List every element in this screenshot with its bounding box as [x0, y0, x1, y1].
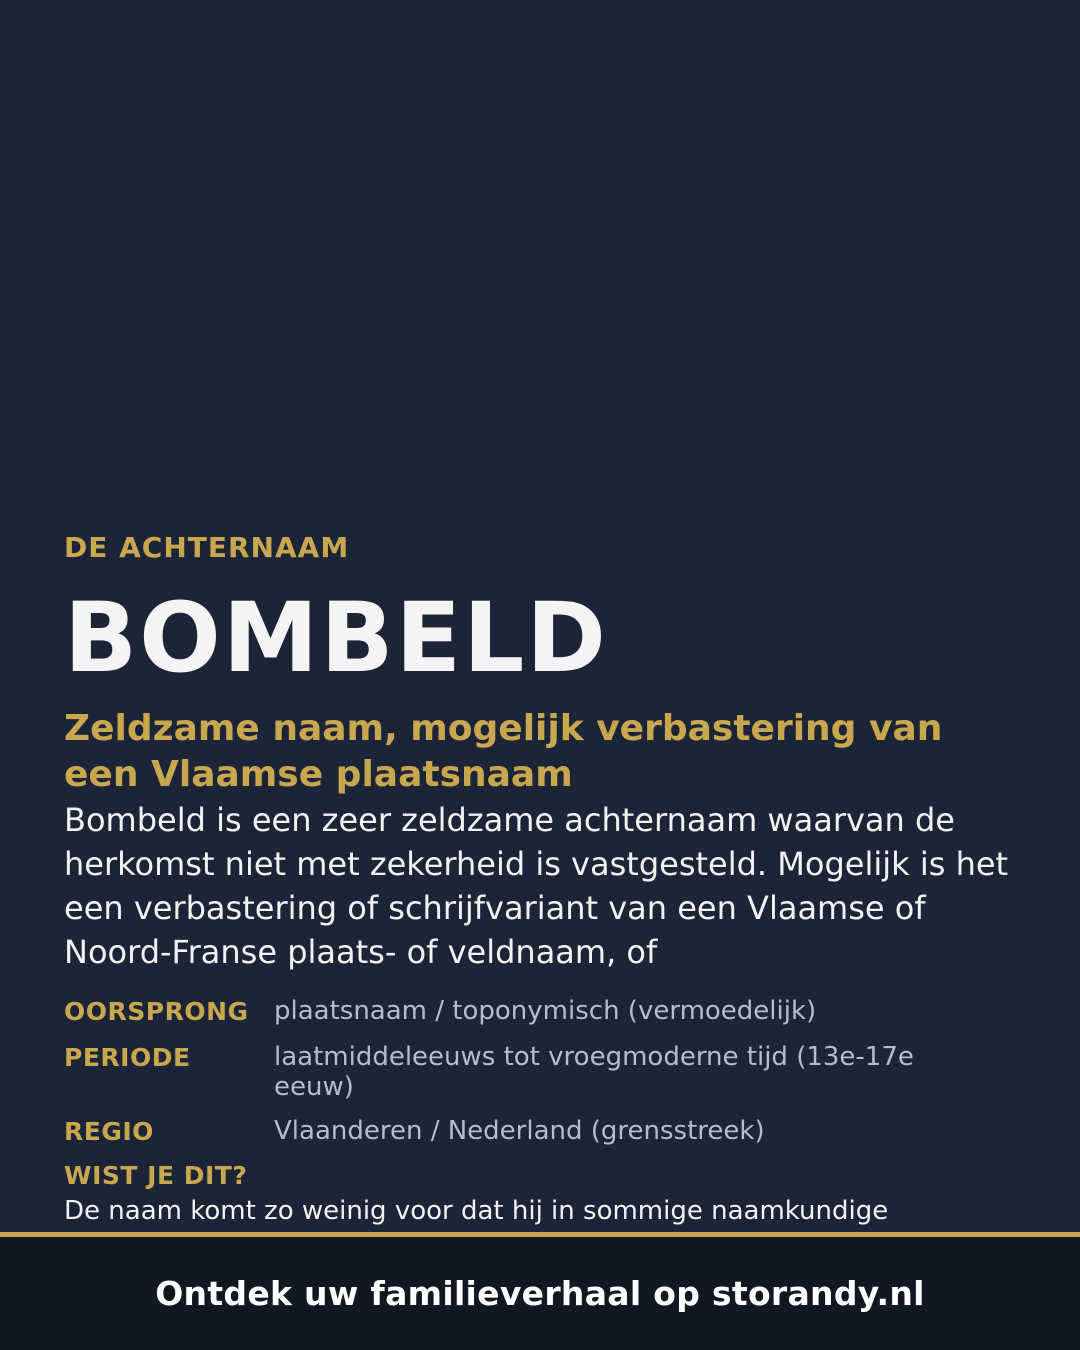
fact-row-regio — [64, 1116, 1014, 1148]
fact-label: REGIO — [64, 1117, 154, 1146]
fact-label: OORSPRONG — [64, 997, 249, 1026]
footer-bar — [0, 1232, 1080, 1350]
fact-row-oorsprong — [64, 996, 1014, 1028]
did-you-know-label: WIST JE DIT? — [64, 1161, 248, 1190]
fact-label: PERIODE — [64, 1043, 191, 1072]
intro-paragraph: Bombeld is een zeer zeldzame achternaam waarvan de herkomst niet met zekerheid is vastgesteld. Mogelijk is het een verbastering of schrijfvariant van een Vlaamse of Noord-Franse plaats- of veldnaam, of — [64, 801, 1009, 971]
surname-subtitle: Zeldzame naam, mogelijk verbastering van een Vlaamse plaatsnaam — [64, 708, 943, 795]
eyebrow-label: DE ACHTERNAAM — [64, 531, 350, 564]
fact-row-periode — [64, 1042, 1014, 1102]
fact-value: plaatsnaam / toponymisch (vermoedelijk) — [274, 996, 817, 1026]
did-you-know-text: De naam komt zo weinig voor dat hij in sommige naamkundige — [64, 1196, 889, 1226]
fact-value: laatmiddeleeuws tot vroegmoderne tijd (13e-17e eeuw) — [274, 1042, 914, 1102]
footer-cta[interactable]: Ontdek uw familieverhaal op storandy.nl — [155, 1274, 925, 1313]
fact-value: Vlaanderen / Nederland (grensstreek) — [274, 1116, 765, 1146]
content-block — [64, 530, 1014, 1260]
facts-list — [64, 996, 1014, 1148]
surname-title: BOMBELD — [64, 582, 608, 694]
